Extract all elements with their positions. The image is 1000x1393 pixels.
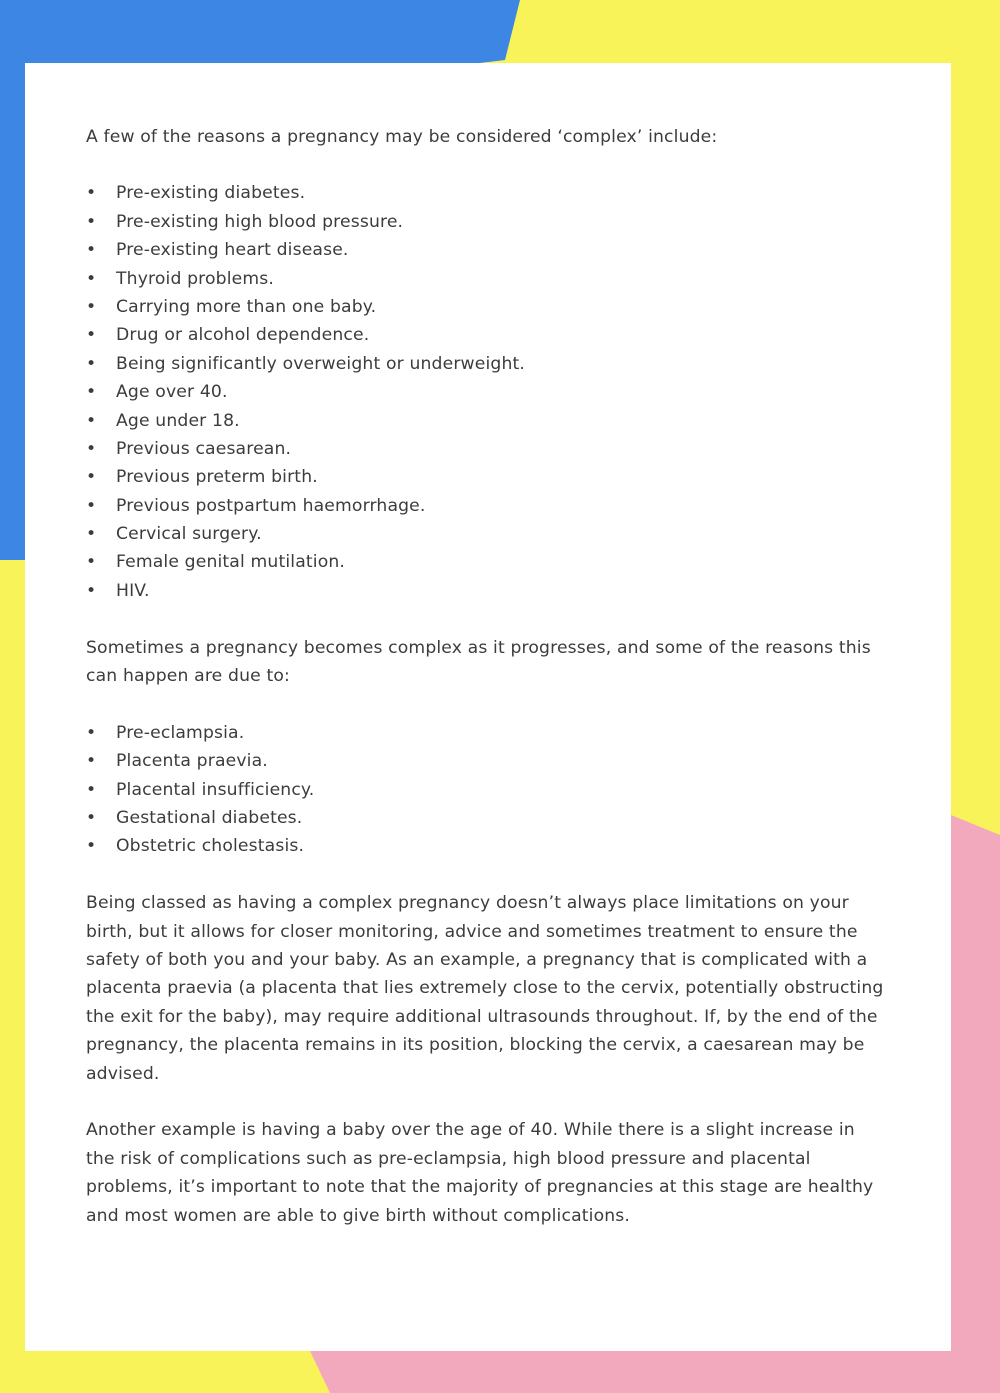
bullet-icon: •	[86, 779, 97, 800]
bullet-icon: •	[86, 524, 97, 545]
list-item: • Placenta praevia.	[86, 747, 886, 775]
bullet-icon: •	[86, 353, 97, 374]
list-item: • Age over 40.	[86, 378, 886, 406]
list-item: • Pre-existing high blood pressure.	[86, 208, 886, 236]
bullet-icon: •	[86, 211, 97, 232]
list-item: • Carrying more than one baby.	[86, 293, 886, 321]
bullet-icon: •	[86, 552, 97, 573]
bullet-icon: •	[86, 467, 97, 488]
reasons-list	[86, 179, 886, 605]
bullet-icon: •	[86, 268, 97, 289]
list-item: • Previous preterm birth.	[86, 463, 886, 491]
age-example-paragraph: Another example is having a baby over the age of 40. While there is a slight increase in the risk of complications such as pre-eclampsia, high blood pressure and placental problems, it’s important to note that the majority of pregnancies at this stage are healthy and most women are able to give birth without complications.	[86, 1120, 874, 1226]
list-item: • HIV.	[86, 577, 886, 605]
document-page	[25, 63, 951, 1351]
reasons-intro: A few of the reasons a pregnancy may be considered ‘complex’ include:	[86, 127, 718, 147]
list-item: • Placental insufficiency.	[86, 776, 886, 804]
list-item: • Cervical surgery.	[86, 520, 886, 548]
bullet-icon: •	[86, 836, 97, 857]
complex-pregnancy-paragraph: Being classed as having a complex pregnancy doesn’t always place limitations on your birth, but it allows for closer monitoring, advice and sometimes treatment to ensure the safety of both you and your baby. As an example, a pregnancy that is complicated with a placenta praevia (a placenta that lies extremely close to the cervix, potentially obstructing the exit for the baby), may require additional ultrasounds throughout. If, by the end of the pregnancy, the placenta remains in its position, blocking the cervix, a caesarean may be advised.	[86, 893, 884, 1084]
bullet-icon: •	[86, 240, 97, 261]
list-item: • Gestational diabetes.	[86, 804, 886, 832]
bullet-icon: •	[86, 495, 97, 516]
list-item: • Pre-existing heart disease.	[86, 236, 886, 264]
list-item: • Age under 18.	[86, 407, 886, 435]
document-content	[86, 123, 886, 1258]
progress-list	[86, 719, 886, 861]
bullet-icon: •	[86, 382, 97, 403]
list-item: • Obstetric cholestasis.	[86, 832, 886, 860]
bullet-icon: •	[86, 183, 97, 204]
list-item: • Female genital mutilation.	[86, 548, 886, 576]
list-item: • Thyroid problems.	[86, 265, 886, 293]
bullet-icon: •	[86, 722, 97, 743]
list-item: • Being significantly overweight or underweight.	[86, 350, 886, 378]
bullet-icon: •	[86, 751, 97, 772]
bullet-icon: •	[86, 325, 97, 346]
bullet-icon: •	[86, 580, 97, 601]
list-item: • Drug or alcohol dependence.	[86, 321, 886, 349]
list-item: • Previous caesarean.	[86, 435, 886, 463]
progress-intro: Sometimes a pregnancy becomes complex as it progresses, and some of the reasons this can happen are due to:	[86, 637, 871, 687]
bullet-icon: •	[86, 808, 97, 829]
list-item: • Previous postpartum haemorrhage.	[86, 492, 886, 520]
list-item: • Pre-eclampsia.	[86, 719, 886, 747]
bullet-icon: •	[86, 438, 97, 459]
bullet-icon: •	[86, 296, 97, 317]
bullet-icon: •	[86, 410, 97, 431]
list-item: • Pre-existing diabetes.	[86, 179, 886, 207]
